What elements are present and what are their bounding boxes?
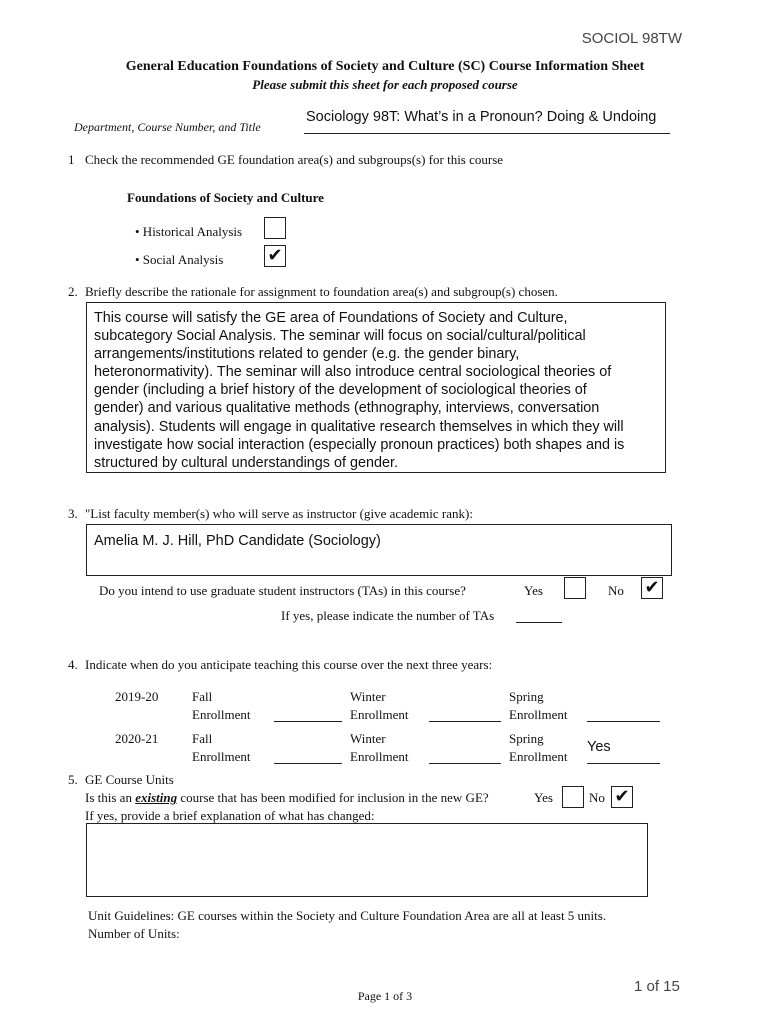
- course-code-header: SOCIOL 98TW: [581, 30, 682, 47]
- ta-no-checkbox[interactable]: ✔: [641, 577, 663, 599]
- spring-label: Spring: [509, 731, 544, 746]
- page-footer: Page 1 of 3: [357, 989, 413, 1003]
- instructor-text: Amelia M. J. Hill, PhD Candidate (Sociology): [94, 533, 381, 549]
- sheet-subtitle: Please submit this sheet for each proposed course: [252, 77, 518, 92]
- fall-label: Fall: [192, 689, 213, 704]
- rationale-line: gender) and various qualitative methods (ethnography, interviews, conversation: [94, 400, 600, 417]
- winter-label: Winter: [350, 689, 386, 704]
- explain-label: If yes, provide a brief explanation of what has changed:: [85, 808, 375, 823]
- q1-number: 1: [68, 152, 75, 167]
- rationale-line: analysis). Students will engage in qualitative research themselves in which they will: [94, 418, 624, 435]
- fall-2020-enrollment-field[interactable]: [274, 763, 342, 764]
- ta-yes-label: Yes: [524, 583, 543, 598]
- winter-enrollment-label: Enrollment: [350, 749, 409, 764]
- fall-label: Fall: [192, 731, 213, 746]
- ta-number-label: If yes, please indicate the number of TAs: [281, 608, 495, 623]
- spring-2020-enrollment-value: Yes: [587, 739, 611, 755]
- existing-yes-checkbox[interactable]: [562, 786, 584, 808]
- q3-text: "List faculty member(s) who will serve as instructor (give academic rank):: [85, 506, 473, 521]
- winter-2019-enrollment-field[interactable]: [429, 721, 501, 722]
- page-counter: 1 of 15: [634, 978, 680, 995]
- unit-guidelines: Unit Guidelines: GE courses within the Society and Culture Foundation Area are all at least 5 units.: [88, 908, 607, 923]
- dept-course-field[interactable]: Sociology 98T: What’s in a Pronoun? Doing & Undoing: [306, 109, 657, 125]
- question-pre: Is this an: [85, 790, 136, 805]
- q2-number: 2.: [68, 284, 78, 299]
- rationale-text: [94, 309, 624, 472]
- rationale-line: gender (including a brief history of the development of sociological theories of: [94, 382, 587, 399]
- historical-analysis-checkbox[interactable]: [264, 217, 286, 239]
- existing-no-checkbox[interactable]: ✔: [611, 786, 633, 808]
- foundations-heading: Foundations of Society and Culture: [127, 190, 324, 205]
- ta-number-field[interactable]: [516, 622, 562, 623]
- question-emphasis: existing: [135, 790, 178, 805]
- winter-enrollment-label: Enrollment: [350, 707, 409, 722]
- spring-2019-enrollment-field[interactable]: [587, 721, 660, 722]
- instructor-field[interactable]: [86, 524, 672, 576]
- rationale-line: arrangements/institutions related to gender (e.g. the gender binary,: [94, 346, 520, 363]
- social-analysis-label: • Social Analysis: [135, 252, 224, 267]
- fall-enrollment-label: Enrollment: [192, 749, 251, 764]
- existing-no-label: No: [589, 790, 605, 805]
- year-2020-21: 2020-21: [115, 731, 159, 746]
- spring-enrollment-label: Enrollment: [509, 707, 568, 722]
- rationale-line: heteronormativity). The seminar will also introduce central sociological theories of: [94, 364, 612, 381]
- year-2019-20: 2019-20: [115, 689, 159, 704]
- sheet-title: General Education Foundations of Society and Culture (SC) Course Information Sheet: [125, 59, 645, 74]
- rationale-line: subcategory Social Analysis. The seminar will focus on social/cultural/political: [94, 328, 586, 345]
- ta-yes-checkbox[interactable]: [564, 577, 586, 599]
- winter-label: Winter: [350, 731, 386, 746]
- ta-question: Do you intend to use graduate student instructors (TAs) in this course?: [99, 583, 466, 598]
- existing-course-question: [85, 790, 489, 806]
- social-analysis-checkbox[interactable]: ✔: [264, 245, 286, 267]
- q1-text: Check the recommended GE foundation area(s) and subgroups(s) for this course: [85, 152, 504, 167]
- q5-title: GE Course Units: [85, 772, 174, 787]
- number-of-units-label: Number of Units:: [88, 926, 180, 941]
- question-post: course that has been modified for inclusion in the new GE?: [177, 790, 489, 805]
- fall-enrollment-label: Enrollment: [192, 707, 251, 722]
- rationale-line: This course will satisfy the GE area of Foundations of Society and Culture,: [94, 310, 568, 326]
- winter-2020-enrollment-field[interactable]: [429, 763, 501, 764]
- spring-2020-enrollment-field[interactable]: [587, 763, 660, 764]
- existing-yes-label: Yes: [534, 790, 553, 805]
- q5-number: 5.: [68, 772, 78, 787]
- dept-course-underline: [304, 133, 670, 134]
- rationale-line: structured by cultural understandings of gender.: [94, 454, 398, 471]
- rationale-line: investigate how social interaction (especially pronoun practices) both shapes and is: [94, 436, 625, 453]
- ta-no-label: No: [608, 583, 624, 598]
- q3-number: 3.: [68, 506, 78, 521]
- q4-text: Indicate when do you anticipate teaching this course over the next three years:: [85, 657, 493, 672]
- historical-analysis-label: • Historical Analysis: [135, 224, 243, 239]
- fall-2019-enrollment-field[interactable]: [274, 721, 342, 722]
- spring-enrollment-label: Enrollment: [509, 749, 568, 764]
- dept-label: Department, Course Number, and Title: [74, 120, 261, 134]
- explanation-textarea[interactable]: [86, 823, 648, 897]
- q2-text: Briefly describe the rationale for assignment to foundation area(s) and subgroup(s) chosen.: [85, 284, 558, 299]
- rationale-textarea[interactable]: [86, 302, 666, 473]
- q4-number: 4.: [68, 657, 78, 672]
- spring-label: Spring: [509, 689, 544, 704]
